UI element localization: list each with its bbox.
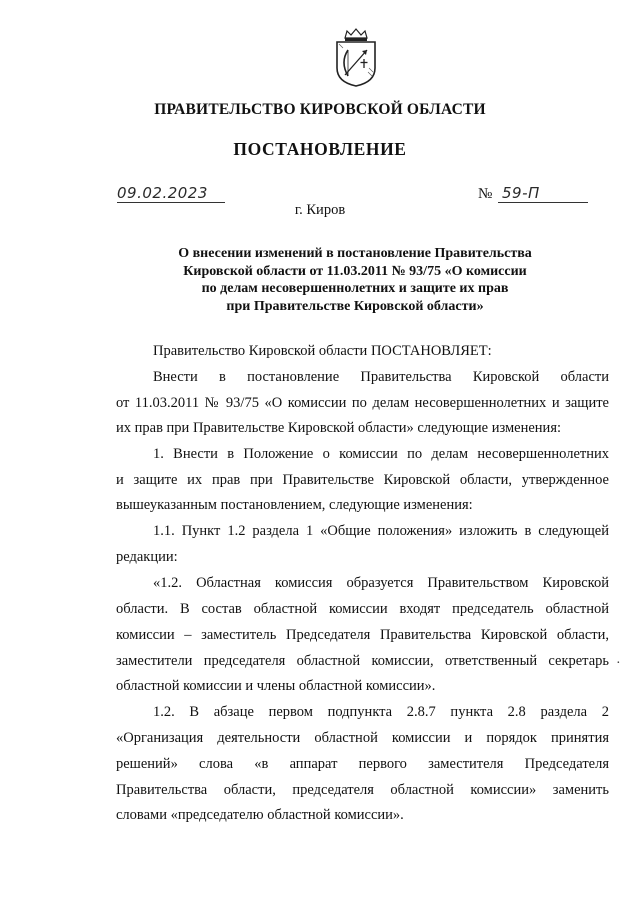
body-line: решений» слова «в аппарат первого заместителя Председателя <box>116 756 609 772</box>
decree-number: 59-П <box>502 184 540 202</box>
subject-line: О внесении изменений в постановление Правительства <box>178 246 532 261</box>
subject-line: при Правительстве Кировской области» <box>226 298 484 314</box>
body-line: областной комиссии и члены областной комиссии». <box>116 678 436 694</box>
date-field <box>117 184 225 203</box>
body-line: Правительство Кировской области ПОСТАНОВЛЯЕТ: <box>153 343 492 359</box>
body-line: от 11.03.2011 № 93/75 «О комиссии по делам несовершеннолетних и защите <box>116 395 609 411</box>
number-sign: № <box>478 186 493 202</box>
body-line: заместители председателя областной комиссии, ответственный секретарь <box>116 653 609 669</box>
document-type-title: ПОСТАНОВЛЕНИЕ <box>233 139 407 159</box>
body-line: Правительства области, председателя областной комиссии» заменить <box>116 782 609 798</box>
body-line: «Организация деятельности областной комиссии и порядок принятия <box>116 730 609 746</box>
margin-mark: · <box>616 656 621 671</box>
body-line: комиссии – заместитель Председателя Правительства Кировской области, <box>116 627 609 643</box>
body-line: 1.1. Пункт 1.2 раздела 1 «Общие положения» изложить в следующей <box>153 523 609 539</box>
subject-line: Кировской области от 11.03.2011 № 93/75 «О комиссии <box>183 263 527 279</box>
body-line: области. В состав областной комиссии входят председатель областной <box>116 601 609 617</box>
subject-line: по делам несовершеннолетних и защите их прав <box>201 281 509 296</box>
body-line: «1.2. Областная комиссия образуется Правительством Кировской <box>153 575 609 591</box>
body-line: и защите их прав при Правительстве Кировской области, утвержденное <box>116 472 609 488</box>
body-line: 1.2. В абзаце первом подпункта 2.8.7 пункта 2.8 раздела 2 <box>153 704 609 720</box>
body-line: Внести в постановление Правительства Кировской области <box>153 369 609 385</box>
decree-subject <box>150 245 560 315</box>
number-field <box>498 184 588 203</box>
decree-date: 09.02.2023 <box>117 184 208 202</box>
body-line: вышеуказанным постановлением, следующие изменения: <box>116 497 473 513</box>
body-line: 1. Внести в Положение о комиссии по делам несовершеннолетних <box>153 446 609 462</box>
coat-of-arms-emblem <box>333 28 379 88</box>
body-line: словами «председателю областной комиссии». <box>116 807 404 823</box>
city-label: г. Киров <box>294 202 346 218</box>
government-title: ПРАВИТЕЛЬСТВО КИРОВСКОЙ ОБЛАСТИ <box>154 101 486 118</box>
body-line: редакции: <box>116 549 178 565</box>
body-line: их прав при Правительстве Кировской области» следующие изменения: <box>116 420 562 436</box>
